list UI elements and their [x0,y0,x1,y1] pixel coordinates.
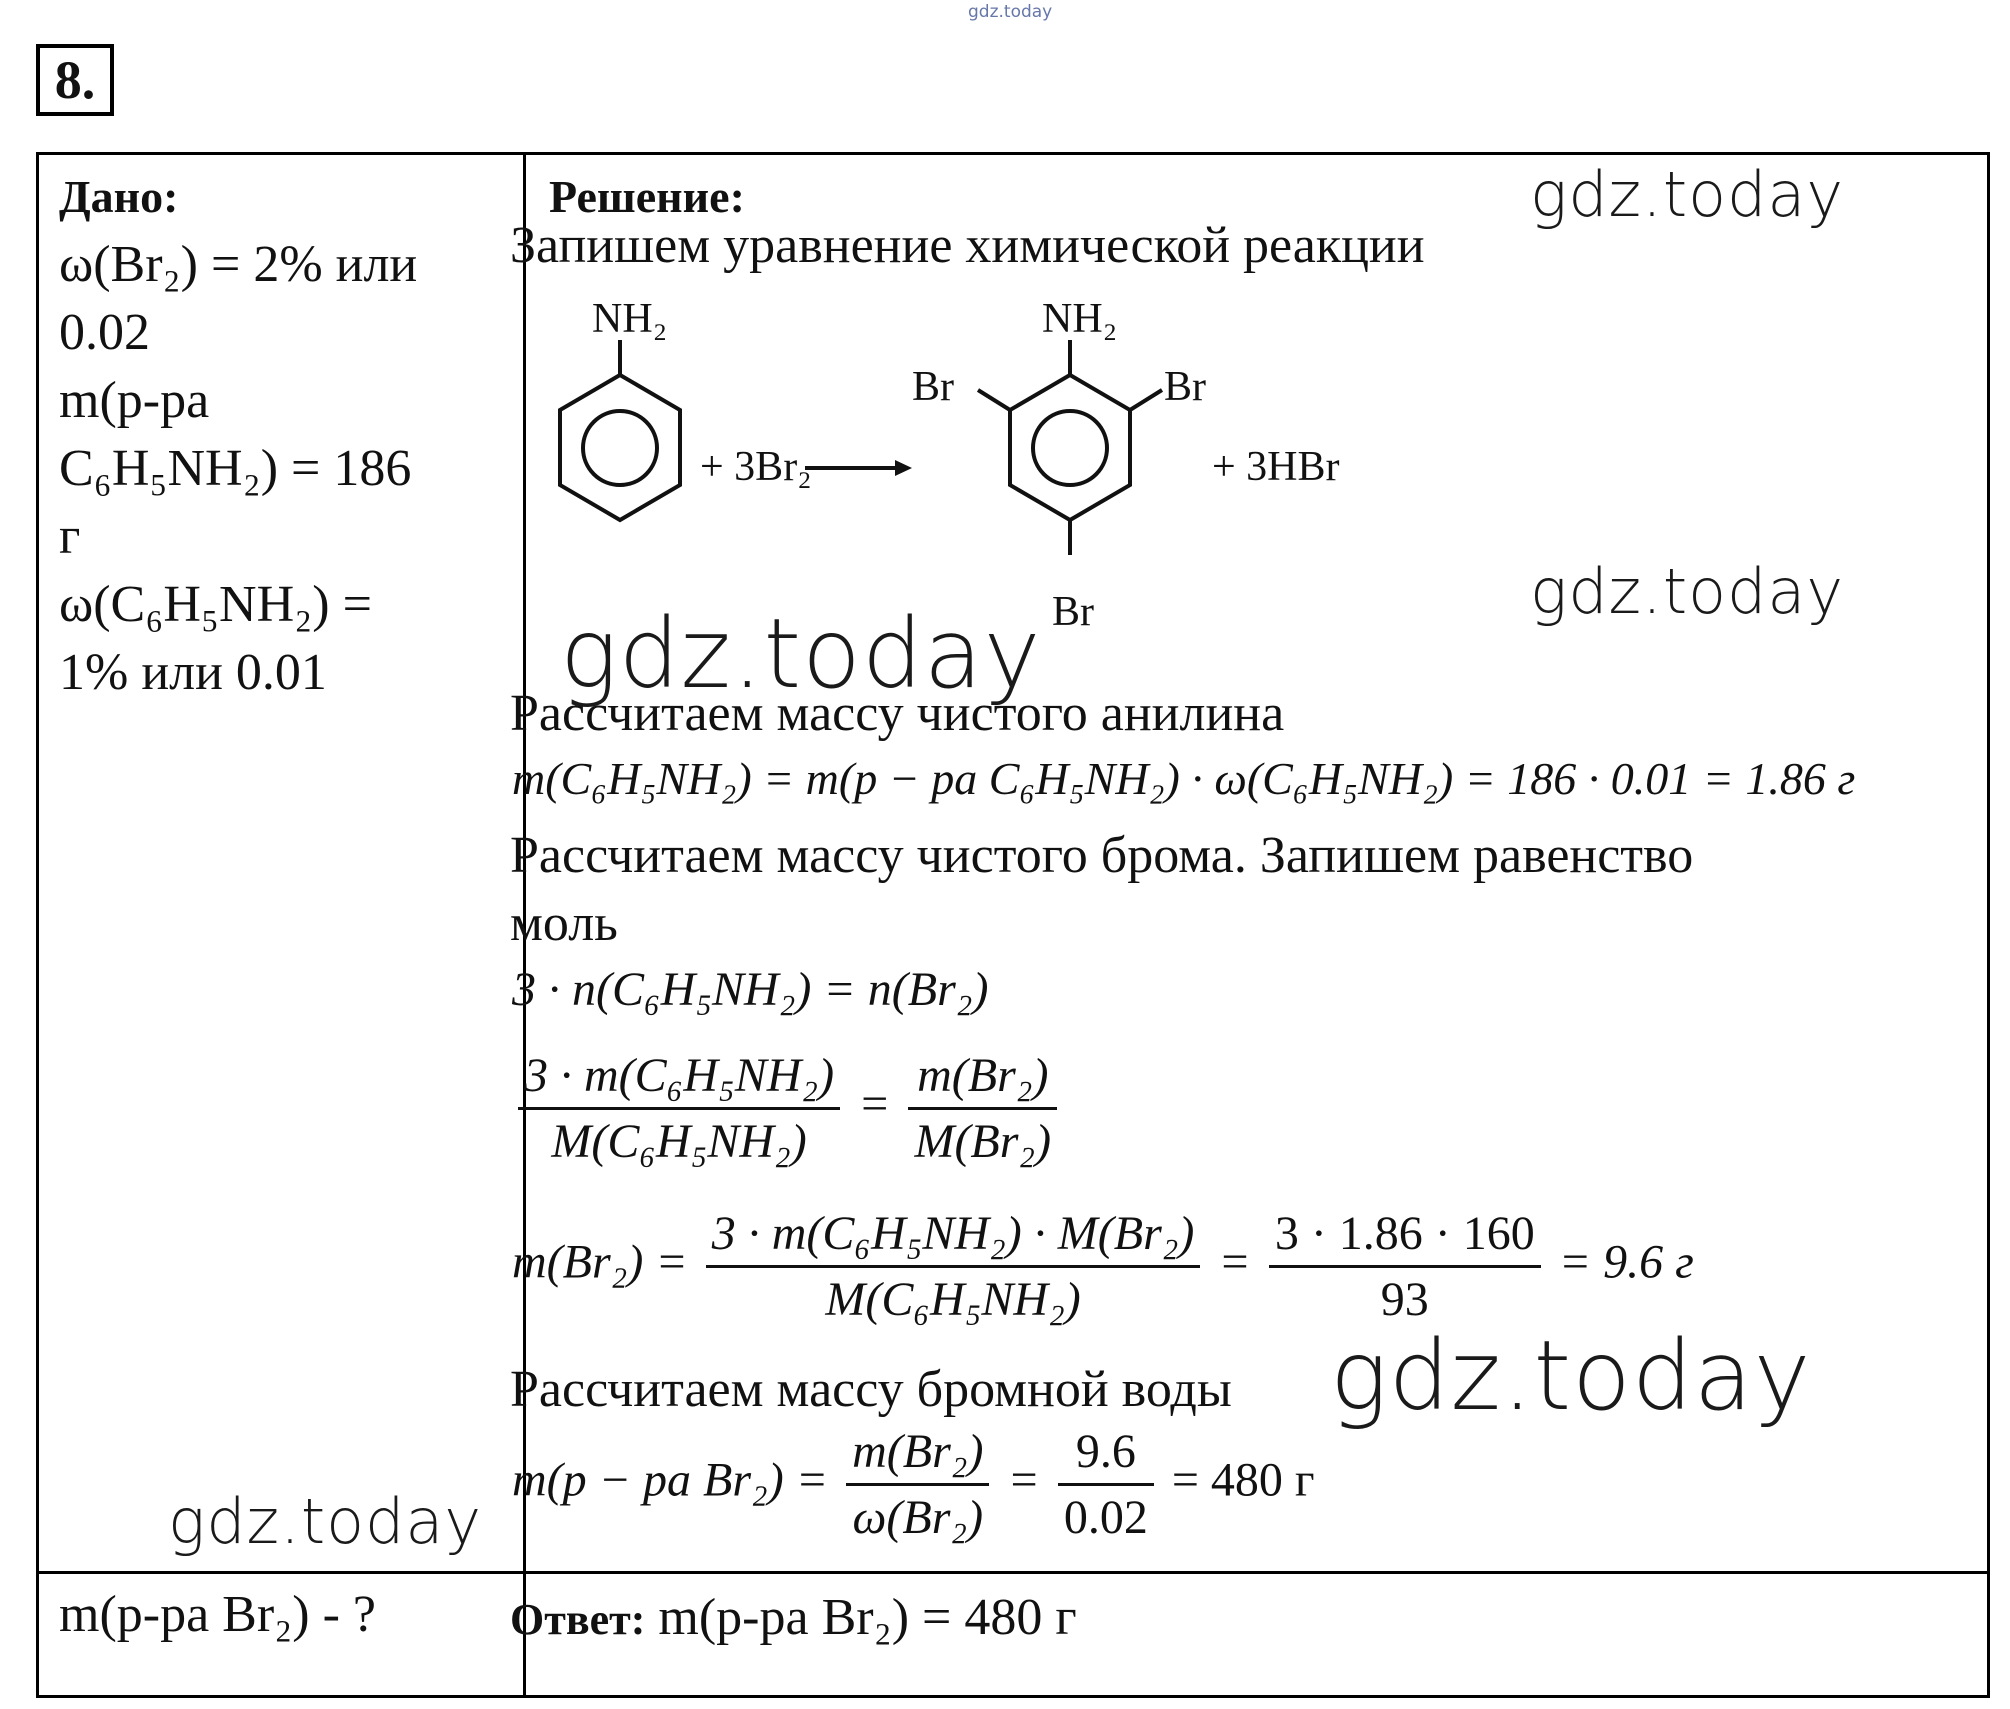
given-line: ω(Br₂) = 2% или [59,236,418,293]
step2-text-2: моль [510,895,618,952]
fraction-numerator: 3 · m(C₆H₅NH₂) · M(Br₂) [706,1206,1201,1268]
equals-sign: = [858,1077,891,1131]
aniline-structure [560,296,680,520]
calc-fraction [1269,1206,1541,1327]
step2-result [512,1206,1694,1327]
reactant-amino-group: NH₂ [592,296,668,342]
fraction-denominator: ω(Br₂) [852,1491,984,1544]
fraction-denominator: M(C₆H₅NH₂) [825,1273,1081,1326]
bromine-left: Br [912,364,954,410]
fraction-denominator: 93 [1380,1273,1429,1326]
step2-text-1: Рассчитаем массу чистого брома. Запишем равенство [510,827,1694,884]
tribromoaniline-structure [912,296,1206,635]
solution-title: Решение: [549,171,745,222]
given-line: 0.02 [59,304,150,361]
fraction-denominator: M(C₆H₅NH₂) [551,1115,807,1168]
result-lhs: m(Br₂) = [512,1235,688,1289]
fraction-denominator: M(Br₂) [914,1115,1052,1168]
reagent-bromine: + 3Br₂ [700,444,812,490]
fraction-numerator: 9.6 [1058,1424,1154,1486]
ratio-left-fraction [518,1048,840,1169]
step3-value: = 480 г [1171,1453,1315,1507]
step2-formula1: 3 · n(C₆H₅NH₂) = n(Br₂) [512,963,989,1016]
watermark: gdz.today [560,598,1042,710]
watermark: gdz.today [1530,158,1845,231]
step3-formula [512,1424,1315,1545]
problem-number: 8. [36,44,114,116]
answer-label: Ответ: [510,1595,646,1644]
watermark: gdz.today [1330,1320,1812,1432]
top-watermark: gdz.today [968,2,1053,22]
fraction-numerator: 3 · m(C₆H₅NH₂) [518,1048,840,1110]
row-divider [39,1571,1987,1574]
given-title: Дано: [59,171,179,222]
step3-lhs: m(p − pa Br₂) = [512,1453,829,1507]
watermark: gdz.today [1530,555,1845,628]
given-line: m(р-ра [59,372,210,429]
answer-value: m(р-ра Br₂) = 480 г [645,1589,1077,1646]
result-fraction [706,1206,1201,1327]
ratio-right-fraction [908,1048,1057,1169]
bromine-bottom: Br [1052,589,1094,635]
product-amino-group: NH₂ [1042,296,1118,342]
result-value: = 9.6 г [1558,1235,1694,1289]
given-line: ω(C₆H₅NH₂) = [59,576,372,633]
reaction-intro: Запишем уравнение химической реакции [510,217,1425,274]
step3-fraction1 [846,1424,989,1545]
step1-text: Рассчитаем массу чистого анилина [510,685,1285,742]
step1-formula: m(C₆H₅NH₂) = m(p − pa C₆H₅NH₂) · ω(C₆H₅NH₂) = 186 · 0.01 = 1.86 г [512,753,1856,804]
step3-fraction2 [1058,1424,1154,1545]
find-question: m(р-ра Br₂) - ? [59,1586,377,1643]
equals-sign: = [1218,1235,1251,1289]
answer-line [510,1588,1077,1647]
given-line: C₆H₅NH₂) = 186 [59,440,412,497]
fraction-numerator: m(Br₂) [908,1048,1057,1110]
fraction-numerator: m(Br₂) [846,1424,989,1486]
bromine-right: Br [1164,364,1206,410]
fraction-numerator: 3 · 1.86 · 160 [1269,1206,1541,1268]
given-line: г [59,508,81,565]
given-line: 1% или 0.01 [59,644,327,701]
fraction-denominator: 0.02 [1063,1491,1148,1544]
reaction-scheme [500,290,1440,650]
step2-ratio [512,1048,1063,1169]
step3-text: Рассчитаем массу бромной воды [510,1361,1232,1418]
reaction-arrow [805,460,912,476]
given-section [59,163,417,707]
watermark: gdz.today [168,1485,483,1558]
equals-sign: = [1007,1453,1040,1507]
byproduct-hbr: + 3HBr [1212,444,1340,490]
